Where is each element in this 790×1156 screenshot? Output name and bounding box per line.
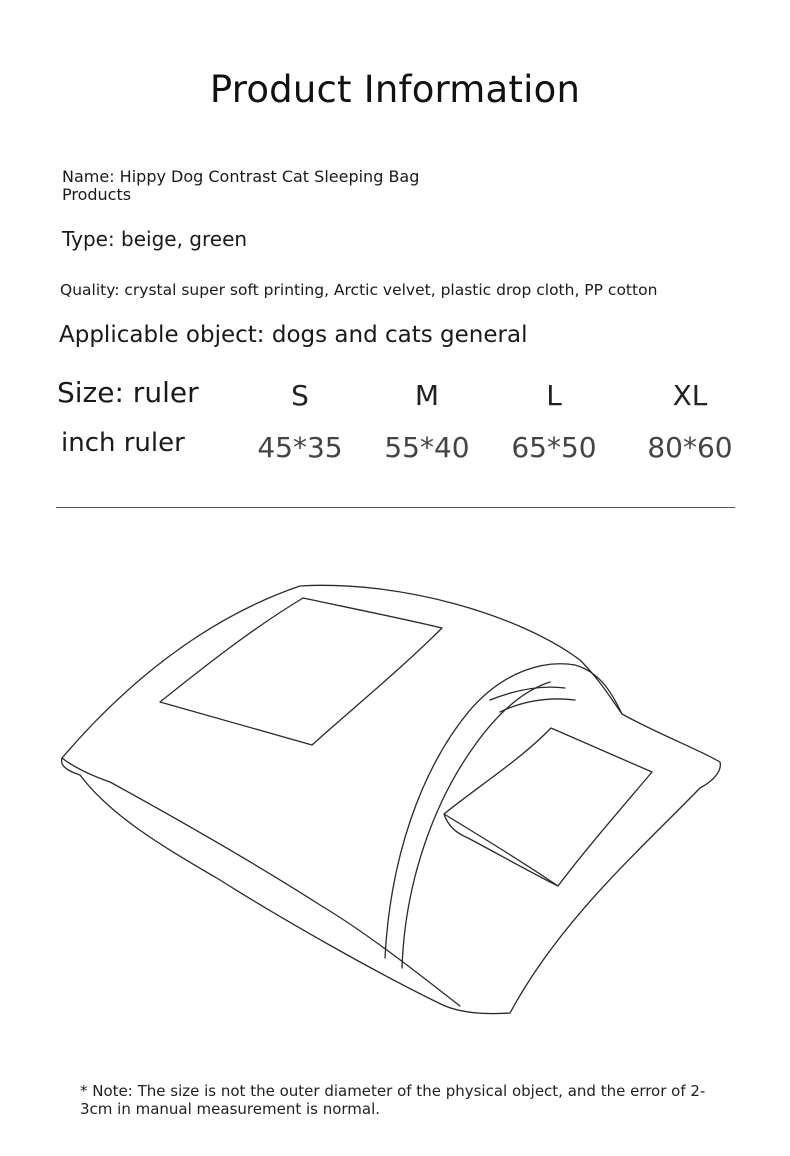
size-dimensions: 55*40: [384, 431, 470, 464]
divider: [56, 507, 735, 508]
inch-label: inch ruler: [61, 428, 185, 458]
size-name: M: [414, 379, 440, 412]
bag-outline: [62, 585, 721, 1013]
applicable-object: Applicable object: dogs and cats general: [59, 322, 528, 348]
top-patch: [160, 598, 442, 745]
size-column-s: [245, 376, 355, 468]
product-name: Name: Hippy Dog Contrast Cat Sleeping Bag Products: [62, 167, 420, 204]
size-dimensions: 80*60: [647, 431, 733, 464]
size-name: L: [546, 379, 562, 412]
bag-seam: [62, 758, 460, 1006]
size-label: Size: ruler: [57, 376, 199, 409]
product-quality: Quality: crystal super soft printing, Arctic velvet, plastic drop cloth, PP cotton: [60, 281, 658, 299]
size-dimensions: 65*50: [511, 431, 597, 464]
cat-sleeping-bag-icon: [0, 560, 790, 1030]
size-name: XL: [672, 379, 708, 412]
size-column-l: [499, 376, 609, 468]
bag-opening-inner: [402, 682, 550, 968]
pillow: [444, 728, 652, 886]
bag-opening: [385, 664, 622, 958]
size-name: S: [291, 379, 309, 412]
page-title: Product Information: [209, 68, 581, 111]
size-column-xl: [635, 376, 745, 468]
bag-opening-fold: [490, 687, 575, 712]
product-type: Type: beige, green: [62, 227, 248, 251]
size-note: * Note: The size is not the outer diameter of the physical object, and the error of 2-3cm in manual measurement is normal.: [80, 1082, 706, 1118]
size-dimensions: 45*35: [257, 431, 343, 464]
size-column-m: [372, 376, 482, 468]
